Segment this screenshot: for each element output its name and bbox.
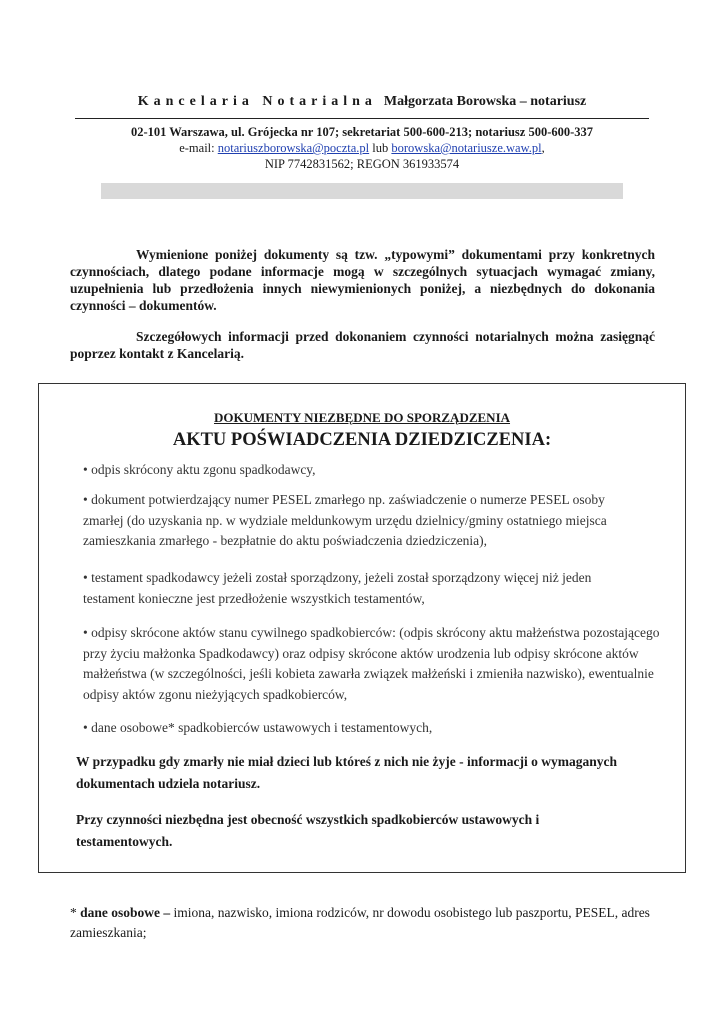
intro-paragraph-1-text: Wymienione poniżej dokumenty są tzw. „typowymi” dokumentami przy konkretnych czynnościach, dlatego podane informacje mogą w szczególnych sytuacjach wymagać zmiany, uzupełnienia lub przedłożenia innych niewymienionych poniżej, a niezbędnych do dokonania czynności – dokumentów. bbox=[70, 247, 655, 313]
grey-separator-bar bbox=[101, 183, 623, 199]
firm-name: Kancelaria Notarialna bbox=[137, 94, 377, 109]
email-link-1[interactable]: notariuszborowska@poczta.pl bbox=[217, 141, 370, 155]
email-prefix: e-mail: bbox=[179, 141, 218, 155]
footnote bbox=[70, 903, 670, 943]
email-suffix: , bbox=[541, 141, 545, 155]
footnote-text: imiona, nazwisko, imiona rodziców, nr dowodu osobistego lub paszportu, PESEL, adres zamieszkania; bbox=[70, 905, 650, 940]
document-item: • testament spadkodawcy jeżeli został sporządzony, jeżeli został sporządzony więcej niż jeden testament konieczne jest przedłożenie wszystkich testamentów, bbox=[83, 570, 592, 606]
box-note-1: W przypadku gdy zmarły nie miał dzieci lub któreś z nich nie żyje - informacji o wymaganych dokumentach udziela notariusz. bbox=[76, 754, 617, 791]
footnote-marker: * bbox=[70, 905, 81, 920]
email-separator: lub bbox=[369, 141, 392, 155]
address-line: 02-101 Warszawa, ul. Grójecka nr 107; sekretariat 500-600-213; notariusz 500-600-337 bbox=[130, 125, 594, 139]
firm-owner: Małgorzata Borowska – notariusz bbox=[383, 94, 587, 109]
intro-paragraph-2-text: Szczegółowych informacji przed dokonaniem czynności notarialnych można zasięgnąć poprzez kontakt z Kancelarią. bbox=[70, 329, 655, 361]
document-item: • dokument potwierdzający numer PESEL zmarłego np. zaświadczenie o numerze PESEL osoby zmarłej (do uzyskania np. w wydziale meldunkowym urzędu dzielnicy/gminy ostatniego miejsca zamieszkania zmarłego - bezpłatnie do aktu poświadczenia dziedziczenia), bbox=[83, 492, 607, 548]
nip-regon: NIP 7742831562; REGON 361933574 bbox=[264, 157, 460, 171]
document-item: • odpis skrócony aktu zgonu spadkodawcy, bbox=[83, 462, 316, 477]
header-divider bbox=[75, 118, 649, 119]
intro-paragraph-2 bbox=[70, 328, 655, 362]
box-heading-large: AKTU POŚWIADCZENIA DZIEDZICZENIA: bbox=[172, 430, 552, 450]
footnote-term: dane osobowe – bbox=[80, 905, 171, 920]
email-link-2[interactable]: borowska@notariusze.waw.pl bbox=[391, 141, 542, 155]
box-note-2: Przy czynności niezbędna jest obecność wszystkich spadkobierców ustawowych i testamentowych. bbox=[76, 812, 540, 849]
intro-paragraph-1 bbox=[70, 246, 655, 314]
document-item: • dane osobowe* spadkobierców ustawowych i testamentowych, bbox=[83, 720, 433, 735]
document-item: • odpisy skrócone aktów stanu cywilnego spadkobierców: (odpis skrócony aktu małżeństwa pozostającego przy życiu małżonka Spadkodawcy) oraz odpisy skrócone aktów urodzenia lub odpisy skrócone aktów małżeństwa (w szczególności, jeśli kobieta zawarła związek małżeński i zmieniła nazwisko), ewentualnie odpisy aktów zgonu nieżyjących spadkobierców, bbox=[83, 625, 660, 702]
email-line bbox=[0, 140, 724, 157]
box-heading-small: DOKUMENTY NIEZBĘDNE DO SPORZĄDZENIA bbox=[213, 410, 511, 425]
firm-title bbox=[0, 94, 724, 110]
